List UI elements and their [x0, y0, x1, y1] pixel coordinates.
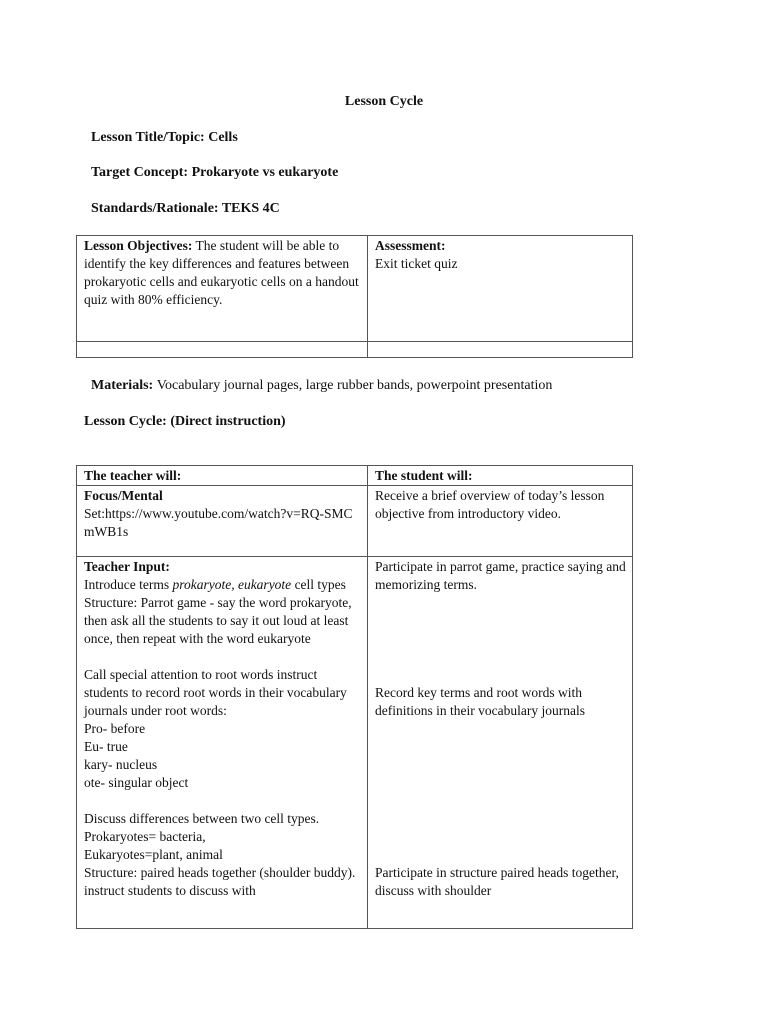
root-kary: kary- nucleus: [84, 757, 158, 772]
input-intro-post: cell types: [294, 577, 346, 592]
page-title: Lesson Cycle: [344, 94, 424, 109]
parrot-student-text: Participate in parrot game, practice saying and memorizing terms.: [375, 559, 626, 592]
discuss-prokaryotes: Prokaryotes= bacteria,: [84, 829, 206, 844]
input-teacher-cell: [77, 557, 368, 929]
assessment-cell: [368, 236, 633, 342]
focus-link: Set:https://www.youtube.com/watch?v=RQ-SMCmWB1s: [84, 506, 353, 539]
empty-cell: [368, 342, 633, 358]
standards-value: TEKS 4C: [221, 201, 280, 216]
target-concept-label: Target Concept:: [91, 165, 189, 180]
discuss-eukaryotes: Eukaryotes=plant, animal: [84, 847, 223, 862]
root-ote: ote- singular object: [84, 775, 189, 790]
input-label: Teacher Input:: [84, 559, 170, 574]
lesson-cycle-line: [84, 414, 286, 430]
input-intro-terms: prokaryote, eukaryote: [172, 577, 292, 592]
focus-student-text: Receive a brief overview of today’s lesson objective from introductory video.: [375, 488, 605, 521]
lesson-title-label: Lesson Title/Topic:: [91, 130, 205, 145]
assessment-label: Assessment:: [375, 238, 446, 253]
focus-student-cell: [368, 486, 633, 557]
objectives-cell: [77, 236, 368, 342]
paired-structure: Structure: paired heads together (shoulder buddy). instruct students to discuss with: [84, 865, 356, 898]
objectives-text: The student will be able to identify the key differences and features between prokaryotic cells and eukaryotic cells on a handout quiz with 80% efficiency.: [84, 238, 359, 307]
materials-label: Materials:: [91, 378, 154, 393]
lesson-title-value: Cells: [208, 130, 238, 145]
standards-line: [91, 201, 280, 217]
student-header: The student will:: [375, 468, 473, 483]
input-intro: [84, 576, 361, 594]
teacher-header-cell: [77, 466, 368, 486]
teacher-header: The teacher will:: [84, 468, 182, 483]
root-student-text: Record key terms and root words with definitions in their vocabulary journals: [375, 685, 585, 718]
empty-cell: [77, 342, 368, 358]
target-concept-line: [91, 165, 338, 181]
assessment-text: Exit ticket quiz: [375, 256, 458, 271]
focus-label: Focus/Mental: [84, 488, 163, 503]
root-instruction: Call special attention to root words instruct students to record root words in their vocabulary journals under root words:: [84, 667, 347, 718]
lesson-cycle-value: (Direct instruction): [170, 414, 286, 429]
input-student-cell: [368, 557, 633, 929]
paired-student-text: Participate in structure paired heads together, discuss with shoulder: [375, 865, 619, 898]
input-intro-pre: Introduce terms: [84, 577, 170, 592]
focus-teacher-cell: [77, 486, 368, 557]
materials-text: Vocabulary journal pages, large rubber bands, powerpoint presentation: [156, 378, 553, 393]
materials-line: [91, 378, 552, 394]
objectives-label: Lesson Objectives:: [84, 238, 193, 253]
lesson-title-line: [91, 130, 238, 146]
root-pro: Pro- before: [84, 721, 146, 736]
lesson-cycle-label: Lesson Cycle:: [84, 414, 167, 429]
discuss-text: Discuss differences between two cell types.: [84, 811, 320, 826]
root-eu: Eu- true: [84, 739, 128, 754]
student-header-cell: [368, 466, 633, 486]
objectives-table: [76, 235, 633, 358]
lesson-cycle-table: [76, 465, 633, 929]
target-concept-value: Prokaryote vs eukaryote: [191, 165, 339, 180]
standards-label: Standards/Rationale:: [91, 201, 219, 216]
parrot-structure: Structure: Parrot game - say the word prokaryote, then ask all the students to say it out loud at least once, then repeat with the word eukaryote: [84, 595, 352, 646]
